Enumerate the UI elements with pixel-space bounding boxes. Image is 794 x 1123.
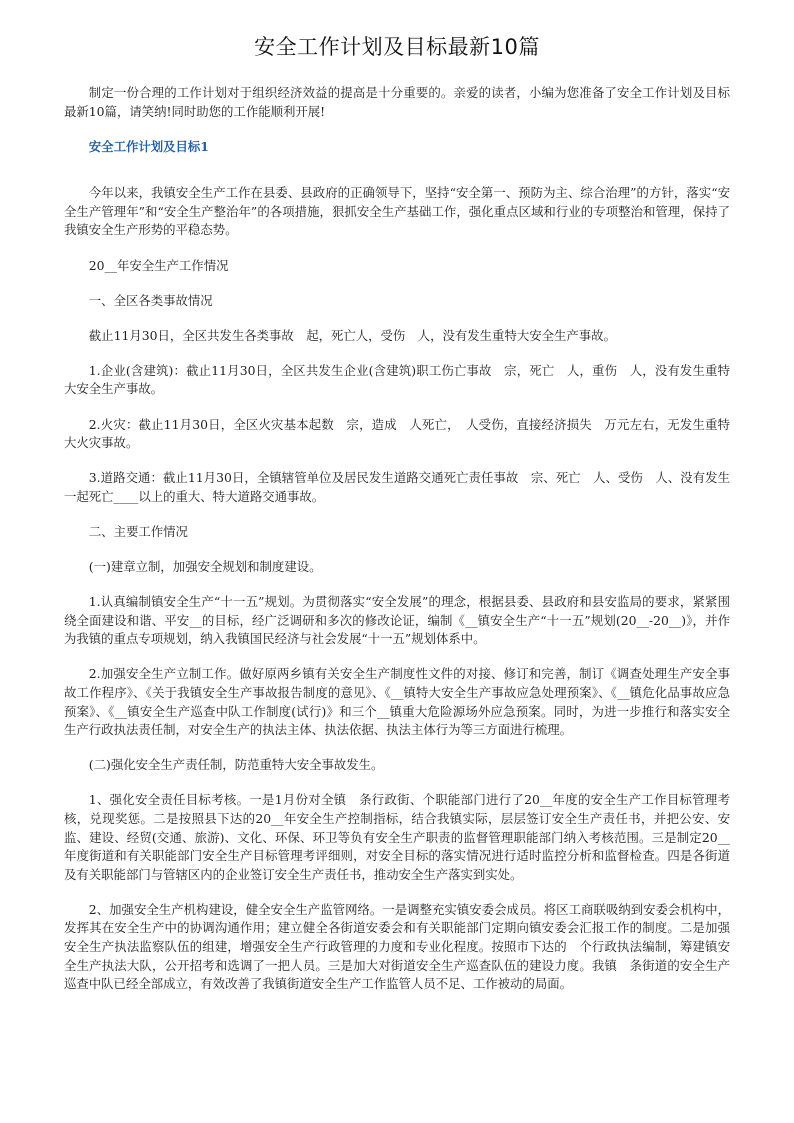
document-page bbox=[64, 24, 730, 1010]
body-paragraph: 截止11月30日，全区共发生各类事故 起，死亡人，受伤 人，没有发生重特大安全生产事故。 bbox=[88, 327, 616, 343]
body-paragraph: 1、强化安全责任目标考核。一是1月份对全镇 条行政街、个职能部门进行了20__年度的安全生产工作目标管理考核，兑现奖惩。二是按照县下达的20__年安全生产控制指标，结合我镇实际，层层签订安全生产责任书，并把公安、安监、建设、经贸(交通、旅游)、文化、环保、环卫等负有安全生产职责的监督管理职能部门纳入考核范围。三是制定20__年度街道和有关职能部门安全生产目标管理考评细则，对安全目标的落实情况进行适时监控分析和监督检查。四是各街道及有关职能部门与管辖区内的企业签订安全生产责任书，推动安全生产落实到实处。 bbox=[64, 792, 730, 882]
body-paragraph: 2、加强安全生产机构建设，健全安全生产监管网络。一是调整充实镇安委会成员。将区工商联吸纳到安委会机构中，发挥其在安全生产中的协调沟通作用；建立健全各街道安委会和有关职能部门定期向镇安委会汇报工作的制度。二是加强安全生产执法监察队伍的组建，增强安全生产行政管理的力度和专业化程度。按照市下达的 个行政执法编制，筹建镇安全生产执法大队，公开招考和选调了一把人员。三是加大对街道安全生产巡查队伍的建设力度。我镇 条街道的安全生产巡查中队已经全部成立，有效改善了我镇街道安全生产工作监管人员不足、工作被动的局面。 bbox=[64, 901, 730, 992]
section-heading: 安全工作计划及目标1 bbox=[88, 138, 209, 154]
body-paragraph: 3.道路交通：截止11月30日，全镇辖管单位及居民发生道路交通死亡责任事故 宗、死亡 人、受伤 人、没有发生一起死亡____以上的重大、特大道路交通事故。 bbox=[64, 470, 730, 504]
body-paragraph: 2.火灾：截止11月30日，全区火灾基本起数 宗，造成 人死亡， 人受伤，直接经济损失 万元左右，无发生重特大火灾事故。 bbox=[64, 416, 730, 451]
body-paragraph: 今年以来，我镇安全生产工作在县委、县政府的正确领导下，坚持“安全第一、预防为主、综合治理”的方针，落实“安全生产管理年”和“安全生产整治年”的各项措施，狠抓安全生产基础工作，强化重点区域和行业的专项整治和管理，保持了我镇安全生产形势的平稳态势。 bbox=[64, 185, 730, 238]
body-paragraph: (二)强化安全生产责任制，防范重特大安全事故发生。 bbox=[88, 757, 384, 773]
intro-paragraph: 制定一份合理的工作计划对于组织经济效益的提高是十分重要的。亲爱的读者，小编为您准备了安全工作计划及目标最新10篇，请笑纳!同时助您的工作能顺利开展! bbox=[64, 85, 730, 119]
body-paragraph: 一、全区各类事故情况 bbox=[88, 292, 213, 308]
body-paragraph: 20__年安全生产工作情况 bbox=[88, 257, 229, 273]
body-paragraph: 2.加强安全生产立制工作。做好原两乡镇有关安全生产制度性文件的对接、修订和完善，制订《调查处理生产安全事故工作程序》、《关于我镇安全生产事故报告制度的意见》、《__镇特大安全生产事故应急处理预案》、《__镇危化品事故应急预案》、《__镇安全生产巡查中队工作制度(试行)》和三个__镇重大危险源场外应急预案。同时，为进一步推行和落实安全生产行政执法责任制，对安全生产的执法主体、执法依据、执法主体行为等三方面进行梳理。 bbox=[64, 666, 730, 738]
body-paragraph: (一)建章立制，加强安全规划和制度建设。 bbox=[88, 559, 322, 574]
page-title: 安全工作计划及目标最新10篇 bbox=[254, 35, 540, 59]
body-paragraph: 二、主要工作情况 bbox=[88, 523, 188, 539]
body-paragraph: 1.企业(含建筑)：截止11月30日，全区共发生企业(含建筑)职工伤亡事故 宗，死亡 人，重伤 人，没有发生重特大安全生产事故。 bbox=[64, 362, 730, 397]
body-paragraph: 1.认真编制镇安全生产“十一五”规划。为贯彻落实“安全发展”的理念，根据县委、县政府和县安监局的要求，紧紧围绕全面建设和谐、平安__的目标，经广泛调研和多次的修改论证，编制《__镇安全生产“十一五”规划(20__-20__)》，并作为我镇的重点专项规划，纳入我镇国民经济与社会发展“十一五”规划体系中。 bbox=[64, 594, 730, 647]
